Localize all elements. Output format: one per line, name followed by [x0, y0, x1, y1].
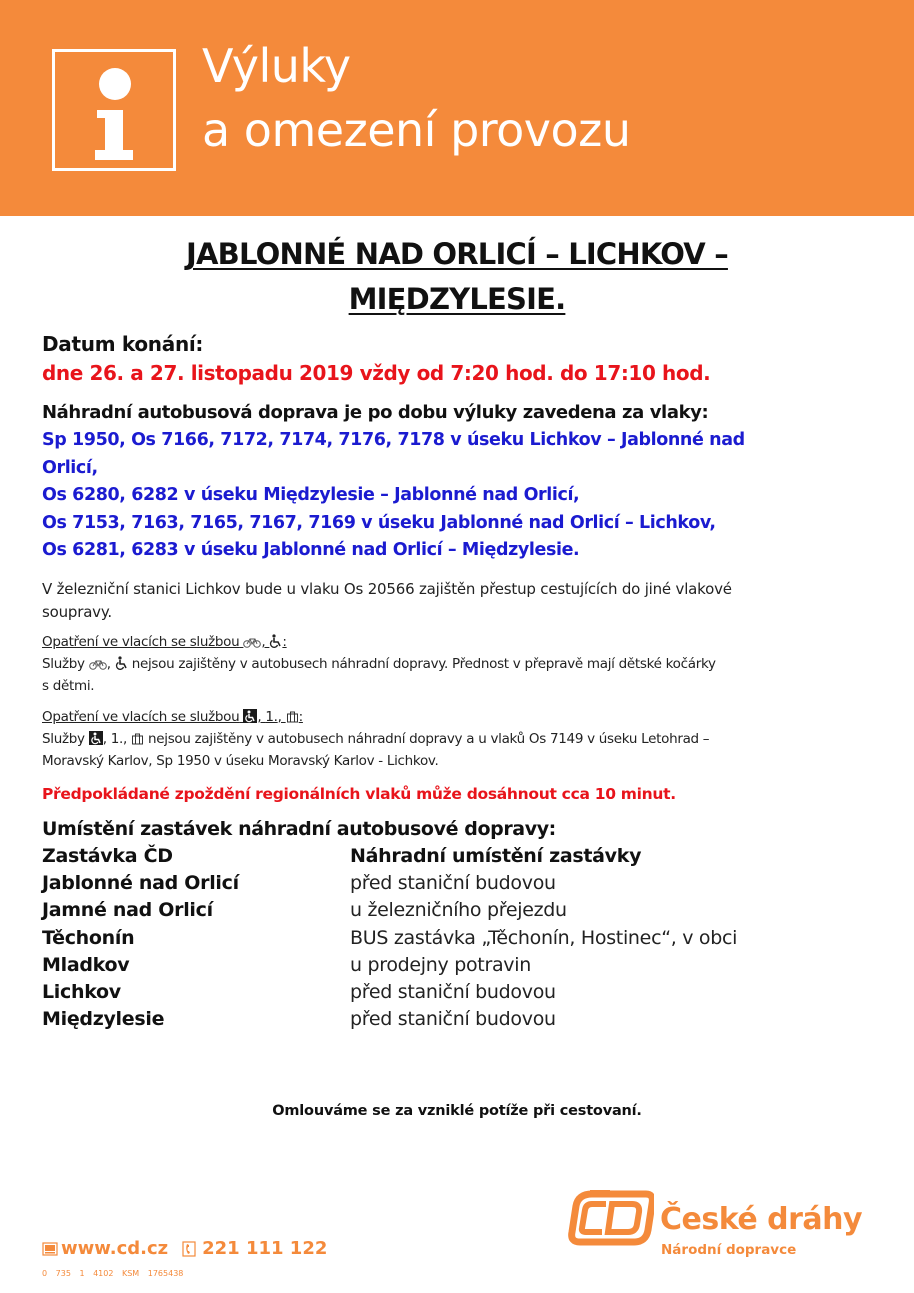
stop-location: před staniční budovou — [350, 981, 556, 1004]
date-value: dne 26. a 27. listopadu 2019 vždy od 7:20 hod. do 17:10 hod. — [42, 361, 711, 385]
train-line: Os 7153, 7163, 7165, 7167, 7169 v úseku Jablonné nad Orlicí – Lichkov, — [42, 512, 716, 533]
date-section — [42, 330, 882, 388]
measures1-heading: Opatření ve vlacích se službou , : — [42, 634, 287, 650]
document-code: 0 735 1 4102 — [42, 1269, 114, 1278]
transfer-note-line1: V železniční stanici Lichkov bude u vlaku Os 20566 zajištěn přestup cestujících do jiné vlakové — [42, 580, 732, 598]
table-row — [42, 952, 882, 979]
stop-name: Międzylesie — [42, 1008, 165, 1031]
phone-number[interactable]: 221 111 122 — [202, 1238, 328, 1259]
measures2-text-line1: nejsou zajištěny v autobusech náhradní dopravy a u vlaků Os 7149 v úseku Letohrad – — [147, 731, 710, 747]
measures-wheelchair-class-luggage — [42, 706, 882, 772]
phone-icon — [182, 1241, 196, 1257]
brand-tagline: Národní dopravce — [661, 1242, 797, 1258]
website-link[interactable]: www.cd.cz — [61, 1238, 169, 1259]
stops-heading: Umístění zastávek náhradní autobusové dopravy: — [42, 818, 556, 840]
first-class-label: 1. — [265, 709, 278, 725]
transfer-note — [42, 578, 882, 624]
stop-name: Jablonné nad Orlicí — [42, 872, 239, 895]
stop-location: u železničního přejezdu — [350, 899, 567, 922]
header-title-line2: a omezení provozu — [202, 103, 631, 157]
stops-table-header — [42, 843, 882, 870]
info-icon — [52, 49, 176, 171]
stop-location: BUS zastávka „Těchonín, Hostinec“, v obci — [350, 926, 738, 949]
train-line: Os 6281, 6283 v úseku Jablonné nad Orlicí – Międzylesie. — [42, 540, 580, 560]
wheelchair-icon — [269, 634, 282, 648]
table-row — [42, 979, 882, 1006]
bus-replacement-section — [42, 399, 882, 565]
stop-name: Mladkov — [42, 953, 130, 976]
measures1-text-line1: nejsou zajištěny v autobusech náhradní dopravy. Přednost v přepravě mají dětské kočárky — [131, 656, 716, 672]
stop-location: u prodejny potravin — [350, 953, 531, 976]
title-line2: MIĘDZYLESIE. — [348, 282, 566, 316]
measures-bike-wheelchair — [42, 631, 882, 697]
wheelchair-boarding-icon — [243, 709, 257, 723]
train-line: Os 6280, 6282 v úseku Międzylesie – Jablonné nad Orlicí, — [42, 485, 580, 505]
date-label: Datum konání: — [42, 332, 204, 356]
table-row — [42, 1006, 882, 1033]
luggage-icon — [286, 710, 299, 723]
delay-note: Předpokládané zpoždění regionálních vlaků může dosáhnout cca 10 minut. — [42, 785, 676, 803]
stop-location: před staniční budovou — [350, 872, 556, 895]
column-header: Náhradní umístění zastávky — [350, 845, 642, 867]
header-title — [202, 34, 630, 162]
cd-logo-icon — [568, 1190, 654, 1246]
measures1-heading-suffix: : — [282, 634, 287, 650]
train-line: Orlicí, — [42, 457, 98, 478]
apology-text: Omlouváme se za vzniklé potíže při cestovaní. — [272, 1103, 642, 1119]
measures2-heading-suffix: : — [298, 709, 303, 725]
bicycle-icon — [243, 636, 261, 648]
measures2-text-line2: Moravský Karlov, Sp 1950 v úseku Moravský Karlov - Lichkov. — [42, 753, 439, 769]
measures2-heading-text: Opatření ve vlacích se službou — [42, 709, 240, 725]
stop-location: před staniční budovou — [350, 1008, 556, 1031]
measures1-heading-text: Opatření ve vlacích se službou — [42, 634, 240, 650]
measures2-heading: Opatření ve vlacích se službou , 1., : — [42, 709, 303, 725]
table-row — [42, 897, 882, 924]
header-banner — [0, 0, 914, 216]
ksm-code: KSM 1765438 — [121, 1269, 184, 1278]
bicycle-icon — [89, 658, 107, 670]
measures1-text-line2: s dětmi. — [42, 678, 95, 694]
first-class-label: 1. — [110, 731, 123, 747]
stop-name: Těchonín — [42, 926, 135, 949]
train-list — [42, 427, 882, 565]
footer-codes — [42, 1268, 183, 1280]
table-row — [42, 925, 882, 952]
measures1-text: Služby , nejsou zajištěny v autobusech náhradní dopravy. Přednost v přepravě mají dětské kočárky — [42, 656, 716, 672]
bus-replacement-heading: Náhradní autobusová doprava je po dobu výluky zavedena za vlaky: — [42, 402, 709, 423]
footer-contacts — [42, 1236, 327, 1262]
header-title-line1: Výluky — [202, 39, 351, 93]
train-line: Sp 1950, Os 7166, 7172, 7174, 7176, 7178 v úseku Lichkov – Jablonné nad — [42, 430, 745, 450]
title-line1: JABLONNÉ NAD ORLICÍ – LICHKOV – — [186, 237, 728, 271]
luggage-icon — [131, 732, 144, 745]
measures2-text: Služby , 1., nejsou zajištěny v autobusech náhradní dopravy a u vlaků Os 7149 v úseku Letohrad – — [42, 731, 710, 747]
wheelchair-boarding-icon — [89, 731, 103, 745]
wheelchair-icon — [115, 656, 128, 670]
table-row — [42, 870, 882, 897]
stop-name: Lichkov — [42, 981, 121, 1004]
transfer-note-line2: soupravy. — [42, 603, 112, 621]
brand-name: České dráhy — [660, 1202, 863, 1237]
computer-icon — [42, 1242, 58, 1256]
stops-section — [42, 816, 882, 1033]
measures1-text-prefix: Služby — [42, 656, 85, 672]
page-title — [60, 232, 854, 322]
measures2-text-prefix: Služby — [42, 731, 85, 747]
column-header: Zastávka ČD — [42, 845, 173, 867]
stop-name: Jamné nad Orlicí — [42, 899, 213, 922]
